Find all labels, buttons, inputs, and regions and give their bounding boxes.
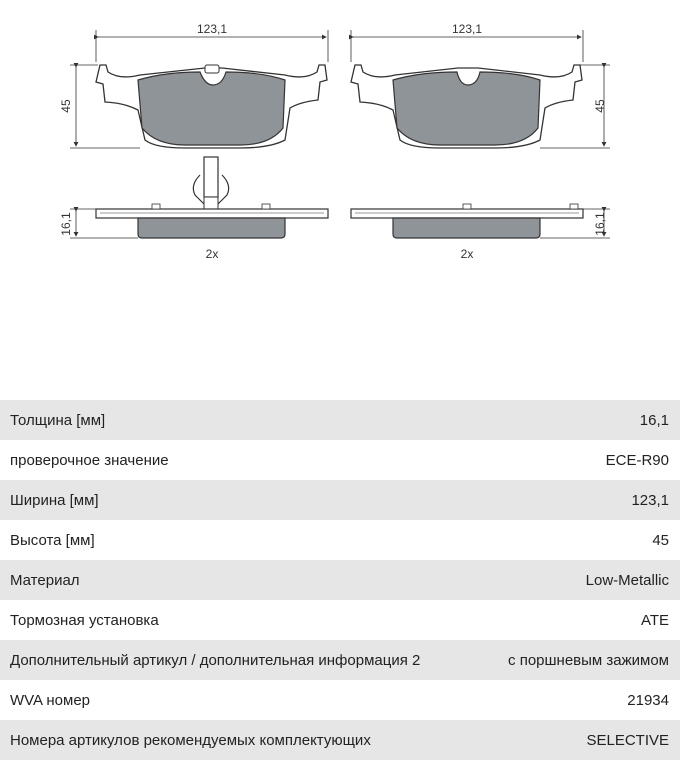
spec-row bbox=[0, 400, 680, 440]
left-height-label: 45 bbox=[59, 99, 73, 113]
brake-pad-drawing bbox=[0, 0, 680, 290]
spec-label: Толщина [мм] bbox=[10, 411, 106, 429]
left-width-label: 123,1 bbox=[196, 22, 228, 36]
spec-label: проверочное значение bbox=[10, 451, 169, 469]
right-height-label: 45 bbox=[593, 99, 607, 113]
spec-value: 16,1 bbox=[639, 411, 669, 429]
right-pad-side-view bbox=[351, 204, 583, 238]
spec-row bbox=[0, 480, 680, 520]
spec-row bbox=[0, 600, 680, 640]
left-pad-front-view bbox=[96, 65, 327, 148]
spec-row bbox=[0, 520, 680, 560]
spec-label: WVA номер bbox=[10, 691, 91, 709]
spec-label: Номера артикулов рекомендуемых комплектующих bbox=[10, 731, 371, 749]
spec-value: SELECTIVE bbox=[586, 731, 669, 749]
spec-label: Ширина [мм] bbox=[10, 491, 99, 509]
spec-label: Материал bbox=[10, 571, 80, 589]
spec-row bbox=[0, 440, 680, 480]
spec-value: 123,1 bbox=[631, 491, 669, 509]
specs-table bbox=[0, 400, 680, 760]
spec-value: Low-Metallic bbox=[585, 571, 669, 589]
left-qty-label: 2x bbox=[205, 247, 219, 261]
right-qty-label: 2x bbox=[460, 247, 474, 261]
right-pad-front-view bbox=[351, 65, 582, 148]
spec-row bbox=[0, 560, 680, 600]
spec-value: 21934 bbox=[627, 691, 669, 709]
right-width-label: 123,1 bbox=[451, 22, 483, 36]
spec-label: Дополнительный артикул / дополнительная информация 2 bbox=[10, 651, 421, 669]
spec-value: ECE-R90 bbox=[605, 451, 669, 469]
left-pad-side-view bbox=[96, 157, 328, 238]
spec-row bbox=[0, 720, 680, 760]
right-thickness-label: 16,1 bbox=[593, 212, 607, 236]
left-thickness-label: 16,1 bbox=[59, 212, 73, 236]
spec-value: 45 bbox=[652, 531, 669, 549]
spec-row bbox=[0, 640, 680, 680]
spec-value: ATE bbox=[640, 611, 669, 629]
spec-label: Тормозная установка bbox=[10, 611, 159, 629]
spec-value: с поршневым зажимом bbox=[508, 651, 669, 669]
spec-label: Высота [мм] bbox=[10, 531, 95, 549]
spec-row bbox=[0, 680, 680, 720]
